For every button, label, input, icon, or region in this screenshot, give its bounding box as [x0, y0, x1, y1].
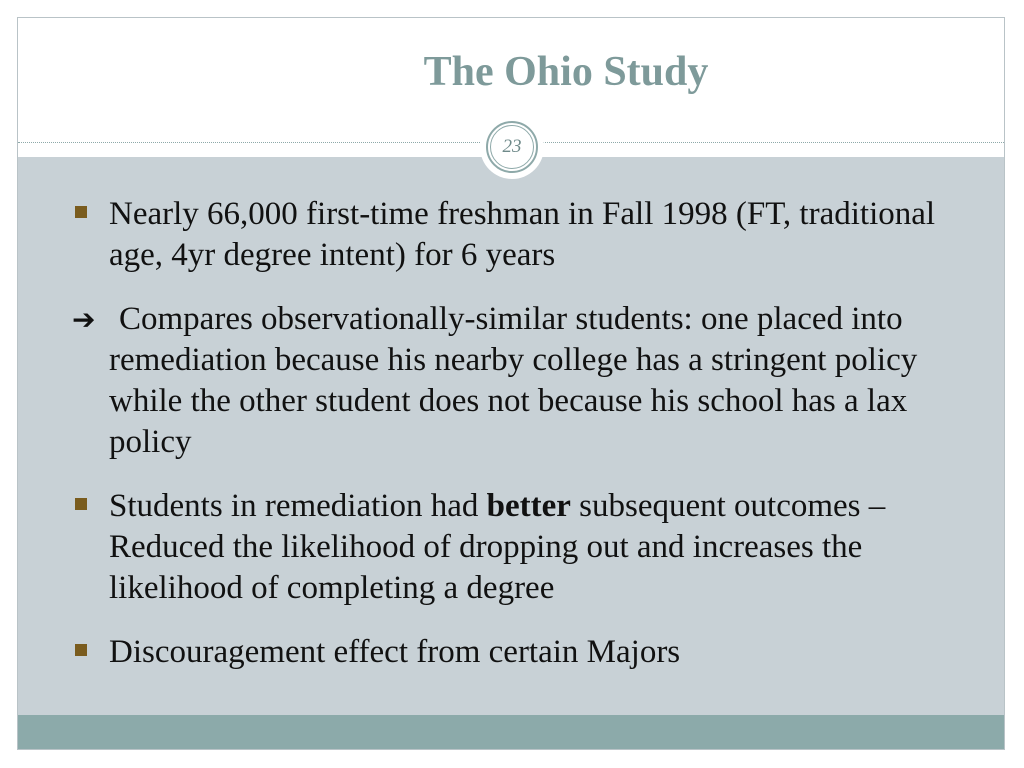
- footer-band: [18, 715, 1004, 749]
- bullet-item: [72, 486, 984, 609]
- bullet-text: Nearly 66,000 first-time freshman in Fall 1998 (FT, traditional age, 4yr degree intent) for 6 years: [109, 196, 936, 273]
- bullet-text: Compares observationally-similar students: one placed into remediation because his nearby college has a stringent policy while the other student does not because his school has a lax policy: [109, 301, 918, 460]
- page-number-inner-circle: [490, 125, 534, 169]
- slide-title: The Ohio Study: [423, 49, 709, 95]
- bullet-item: [72, 194, 984, 276]
- square-bullet-icon: [75, 498, 87, 510]
- bullet-text-after: subsequent outcomes – Reduced the likelihood of dropping out and increases the likelihood of completing a degree: [109, 488, 886, 606]
- page-number-badge: [480, 115, 544, 179]
- square-bullet-icon: [75, 206, 87, 218]
- bullet-list: [72, 194, 984, 696]
- right-arrow-icon: ➔: [72, 303, 96, 336]
- bullet-text-bold: better: [486, 488, 571, 524]
- bullet-item: [72, 299, 984, 463]
- page-number: 23: [502, 136, 522, 157]
- bullet-text: Discouragement effect from certain Majors: [109, 634, 681, 670]
- page-number-circle: [486, 121, 538, 173]
- bullet-text: [109, 488, 885, 606]
- bullet-item: [72, 632, 984, 673]
- bullet-text-before: Students in remediation had: [109, 488, 487, 524]
- square-bullet-icon: [75, 644, 87, 656]
